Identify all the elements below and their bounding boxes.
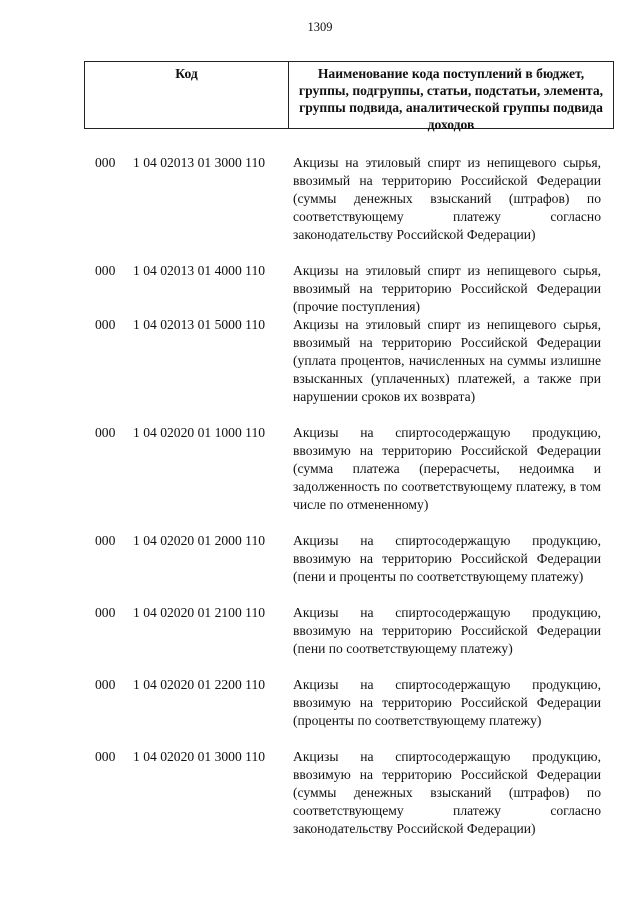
revenue-code: 1 04 02020 01 1000 110: [133, 425, 266, 440]
admin-code: 000: [95, 533, 116, 548]
revenue-code: 1 04 02013 01 3000 110: [133, 155, 266, 170]
admin-code: 000: [95, 425, 116, 440]
admin-code: 000: [95, 155, 116, 170]
admin-code: 000: [95, 605, 116, 620]
header-code: Код: [85, 62, 289, 128]
revenue-description: Акцизы на этиловый спирт из непищевого сырья, ввозимый на территорию Российской Федерации (прочие поступления): [293, 263, 601, 314]
revenue-description: Акцизы на этиловый спирт из непищевого сырья, ввозимый на территорию Российской Федерации (суммы денежных взысканий (штрафов) по соответствующему платежу согласно законодательству Российской Федерации): [293, 155, 601, 242]
table-header: [84, 61, 614, 132]
table-row: [95, 424, 605, 532]
revenue-description: Акцизы на спиртосодержащую продукцию, ввозимую на территорию Российской Федерации (суммы денежных взысканий (штрафов) по соответствующему платежу согласно законодательству Российской Федерации): [293, 749, 601, 836]
table-row: [95, 154, 605, 262]
table-row: [95, 676, 605, 748]
admin-code: 000: [95, 677, 116, 692]
revenue-code: 1 04 02020 01 2200 110: [133, 677, 266, 692]
header-name: Наименование кода поступлений в бюджет, группы, подгруппы, статьи, подстатьи, элемента, группы подвида, аналитической группы подвида доходов: [298, 66, 604, 132]
revenue-description: Акцизы на спиртосодержащую продукцию, ввозимую на территорию Российской Федерации (проценты по соответствующему платежу): [293, 677, 601, 728]
admin-code: 000: [95, 263, 116, 278]
revenue-code: 1 04 02020 01 3000 110: [133, 749, 266, 764]
table-row: [95, 604, 605, 676]
revenue-description: Акцизы на спиртосодержащую продукцию, ввозимую на территорию Российской Федерации (пени по соответствующему платежу): [293, 605, 601, 656]
page-number: 1309: [307, 20, 333, 34]
table-row: [95, 262, 605, 316]
table-row: [95, 532, 605, 604]
revenue-description: Акцизы на этиловый спирт из непищевого сырья, ввозимый на территорию Российской Федерации (уплата процентов, начисленных на суммы излишне взысканных (уплаченных) платежей, а также при нарушении сроков их возврата): [293, 317, 601, 404]
table-row: [95, 316, 605, 424]
admin-code: 000: [95, 749, 116, 764]
table-body: [95, 154, 605, 856]
revenue-code: 1 04 02020 01 2100 110: [133, 605, 266, 620]
revenue-code: 1 04 02020 01 2000 110: [133, 533, 266, 548]
revenue-code: 1 04 02013 01 4000 110: [133, 263, 266, 278]
revenue-description: Акцизы на спиртосодержащую продукцию, ввозимую на территорию Российской Федерации (пени и проценты по соответствующему платежу): [293, 533, 601, 584]
table-row: [95, 748, 605, 856]
revenue-description: Акцизы на спиртосодержащую продукцию, ввозимую на территорию Российской Федерации (сумма платежа (перерасчеты, недоимка и задолженность по соответствующему платежу, в том числе по отмененному): [293, 425, 601, 512]
revenue-code: 1 04 02013 01 5000 110: [133, 317, 266, 332]
admin-code: 000: [95, 317, 116, 332]
